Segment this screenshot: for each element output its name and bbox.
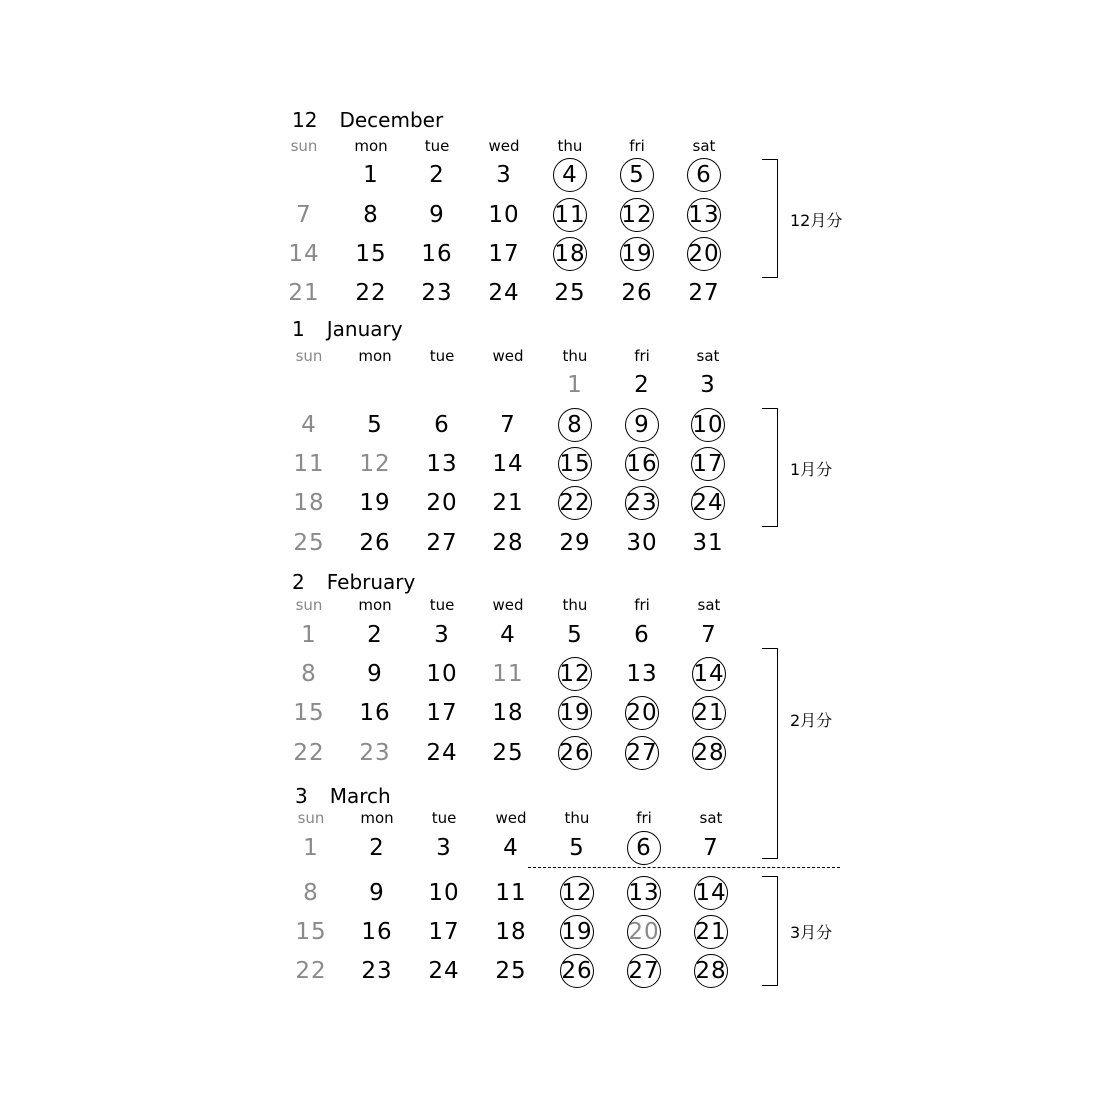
day-cell-january-11[interactable]: 11 <box>293 451 325 477</box>
day-circle-mark <box>558 447 592 481</box>
day-cell-january-29[interactable]: 29 <box>559 530 591 556</box>
day-cell-january-24[interactable]: 24 <box>692 490 724 516</box>
day-cell-december-12[interactable]: 12 <box>621 202 653 228</box>
day-cell-january-31[interactable]: 31 <box>692 530 724 556</box>
weekday-label-fri: fri <box>636 809 652 827</box>
day-cell-march-19[interactable]: 19 <box>561 919 593 945</box>
day-cell-march-2[interactable]: 2 <box>369 835 385 861</box>
day-cell-march-25[interactable]: 25 <box>495 958 527 984</box>
day-circle-mark <box>560 876 594 910</box>
day-cell-march-27[interactable]: 27 <box>628 958 660 984</box>
weekday-label-sat: sat <box>697 596 721 614</box>
weekday-label-sat: sat <box>692 137 716 155</box>
day-cell-december-27[interactable]: 27 <box>688 280 720 306</box>
day-circle-mark <box>692 657 726 691</box>
day-cell-march-28[interactable]: 28 <box>695 958 727 984</box>
day-cell-january-23[interactable]: 23 <box>626 490 658 516</box>
weekday-label-thu: thu <box>557 137 583 155</box>
day-cell-march-23[interactable]: 23 <box>361 958 393 984</box>
day-circle-mark <box>625 696 659 730</box>
day-cell-december-16[interactable]: 16 <box>421 241 453 267</box>
day-cell-march-18[interactable]: 18 <box>495 919 527 945</box>
day-cell-february-28[interactable]: 28 <box>693 740 725 766</box>
day-cell-january-22[interactable]: 22 <box>559 490 591 516</box>
day-cell-december-4[interactable]: 4 <box>562 162 578 188</box>
day-circle-mark <box>694 876 728 910</box>
weekday-label-sat: sat <box>699 809 723 827</box>
day-cell-march-1[interactable]: 1 <box>303 835 319 861</box>
day-cell-december-11[interactable]: 11 <box>554 202 586 228</box>
day-cell-february-16[interactable]: 16 <box>359 700 391 726</box>
weekday-label-mon: mon <box>358 596 392 614</box>
weekday-label-sat: sat <box>696 347 720 365</box>
day-cell-february-23[interactable]: 23 <box>359 740 391 766</box>
month-title-december <box>292 108 443 132</box>
day-cell-march-7[interactable]: 7 <box>703 835 719 861</box>
month-name: February <box>326 570 416 594</box>
day-cell-december-6[interactable]: 6 <box>696 162 712 188</box>
day-circle-mark <box>625 447 659 481</box>
day-circle-mark <box>694 915 728 949</box>
day-cell-january-17[interactable]: 17 <box>692 451 724 477</box>
day-cell-march-10[interactable]: 10 <box>428 880 460 906</box>
weekday-label-wed: wed <box>495 809 527 827</box>
day-circle-mark <box>687 198 721 232</box>
day-cell-february-21[interactable]: 21 <box>693 700 725 726</box>
day-cell-january-4[interactable]: 4 <box>301 412 317 438</box>
day-circle-mark <box>560 954 594 988</box>
day-cell-february-5[interactable]: 5 <box>567 622 583 648</box>
day-cell-march-13[interactable]: 13 <box>628 880 660 906</box>
day-cell-december-7[interactable]: 7 <box>296 202 312 228</box>
day-cell-january-7[interactable]: 7 <box>500 412 516 438</box>
weekday-label-thu: thu <box>562 347 588 365</box>
day-cell-january-30[interactable]: 30 <box>626 530 658 556</box>
weekday-label-mon: mon <box>358 347 392 365</box>
day-circle-mark <box>627 831 661 865</box>
day-cell-december-3[interactable]: 3 <box>496 162 512 188</box>
day-circle-mark <box>558 696 592 730</box>
weekday-label-tue: tue <box>431 809 457 827</box>
day-cell-january-26[interactable]: 26 <box>359 530 391 556</box>
day-cell-january-12[interactable]: 12 <box>359 451 391 477</box>
day-cell-march-16[interactable]: 16 <box>361 919 393 945</box>
day-cell-march-24[interactable]: 24 <box>428 958 460 984</box>
day-circle-mark <box>627 876 661 910</box>
day-circle-mark <box>694 954 728 988</box>
day-circle-mark <box>620 198 654 232</box>
day-cell-january-3[interactable]: 3 <box>700 372 716 398</box>
day-circle-mark <box>687 237 721 271</box>
day-cell-december-2[interactable]: 2 <box>429 162 445 188</box>
day-cell-december-23[interactable]: 23 <box>421 280 453 306</box>
day-cell-february-17[interactable]: 17 <box>426 700 458 726</box>
weekday-label-thu: thu <box>562 596 588 614</box>
day-cell-december-18[interactable]: 18 <box>554 241 586 267</box>
day-cell-february-1[interactable]: 1 <box>301 622 317 648</box>
day-cell-march-14[interactable]: 14 <box>695 880 727 906</box>
month-number: 3 <box>295 784 308 808</box>
weekday-label-wed: wed <box>488 137 520 155</box>
day-cell-february-13[interactable]: 13 <box>626 661 658 687</box>
day-cell-december-20[interactable]: 20 <box>688 241 720 267</box>
day-cell-january-25[interactable]: 25 <box>293 530 325 556</box>
weekday-label-fri: fri <box>629 137 645 155</box>
day-circle-mark <box>553 198 587 232</box>
day-cell-january-18[interactable]: 18 <box>293 490 325 516</box>
day-circle-mark <box>692 696 726 730</box>
day-cell-march-17[interactable]: 17 <box>428 919 460 945</box>
day-circle-mark <box>627 915 661 949</box>
day-cell-january-9[interactable]: 9 <box>634 412 650 438</box>
day-cell-february-6[interactable]: 6 <box>634 622 650 648</box>
day-cell-january-8[interactable]: 8 <box>567 412 583 438</box>
month-title-march <box>295 784 391 808</box>
day-cell-december-10[interactable]: 10 <box>488 202 520 228</box>
day-cell-february-7[interactable]: 7 <box>701 622 717 648</box>
day-circle-mark <box>558 736 592 770</box>
day-circle-mark <box>558 486 592 520</box>
day-cell-december-26[interactable]: 26 <box>621 280 653 306</box>
day-circle-mark <box>687 158 721 192</box>
day-cell-january-2[interactable]: 2 <box>634 372 650 398</box>
day-cell-february-26[interactable]: 26 <box>559 740 591 766</box>
day-circle-mark <box>553 237 587 271</box>
day-circle-mark <box>691 408 725 442</box>
day-circle-mark <box>558 408 592 442</box>
day-cell-february-15[interactable]: 15 <box>293 700 325 726</box>
day-cell-february-3[interactable]: 3 <box>434 622 450 648</box>
weekday-label-sun: sun <box>290 137 318 155</box>
period-label-january: 1月分 <box>790 460 833 479</box>
day-cell-february-20[interactable]: 20 <box>626 700 658 726</box>
day-circle-mark <box>553 158 587 192</box>
day-cell-march-3[interactable]: 3 <box>436 835 452 861</box>
day-cell-march-8[interactable]: 8 <box>303 880 319 906</box>
day-circle-mark <box>627 954 661 988</box>
day-cell-february-10[interactable]: 10 <box>426 661 458 687</box>
day-cell-february-9[interactable]: 9 <box>367 661 383 687</box>
weekday-label-sun: sun <box>295 596 323 614</box>
day-cell-december-19[interactable]: 19 <box>621 241 653 267</box>
month-number: 1 <box>292 317 305 341</box>
day-cell-january-28[interactable]: 28 <box>492 530 524 556</box>
day-cell-february-22[interactable]: 22 <box>293 740 325 766</box>
weekday-label-tue: tue <box>429 347 455 365</box>
day-cell-january-1[interactable]: 1 <box>567 372 583 398</box>
day-cell-january-6[interactable]: 6 <box>434 412 450 438</box>
period-label-december: 12月分 <box>790 211 843 230</box>
day-cell-december-13[interactable]: 13 <box>688 202 720 228</box>
weekday-label-fri: fri <box>634 596 650 614</box>
weekday-label-mon: mon <box>354 137 388 155</box>
weekday-label-tue: tue <box>429 596 455 614</box>
month-number: 2 <box>292 570 305 594</box>
day-circle-mark <box>691 447 725 481</box>
day-cell-february-8[interactable]: 8 <box>301 661 317 687</box>
weekday-label-fri: fri <box>634 347 650 365</box>
day-cell-february-11[interactable]: 11 <box>492 661 524 687</box>
period-bracket-march <box>762 876 778 986</box>
day-cell-march-6[interactable]: 6 <box>636 835 652 861</box>
weekday-label-thu: thu <box>564 809 590 827</box>
period-bracket-february <box>762 648 778 859</box>
day-circle-mark <box>625 736 659 770</box>
day-cell-march-15[interactable]: 15 <box>295 919 327 945</box>
day-cell-march-5[interactable]: 5 <box>569 835 585 861</box>
day-cell-january-14[interactable]: 14 <box>492 451 524 477</box>
day-circle-mark <box>620 158 654 192</box>
day-circle-mark <box>692 736 726 770</box>
day-cell-december-5[interactable]: 5 <box>629 162 645 188</box>
day-cell-march-11[interactable]: 11 <box>495 880 527 906</box>
day-cell-february-27[interactable]: 27 <box>626 740 658 766</box>
day-cell-january-5[interactable]: 5 <box>367 412 383 438</box>
weekday-label-wed: wed <box>492 347 524 365</box>
day-cell-february-19[interactable]: 19 <box>559 700 591 726</box>
day-cell-january-16[interactable]: 16 <box>626 451 658 477</box>
day-cell-december-17[interactable]: 17 <box>488 241 520 267</box>
day-cell-march-4[interactable]: 4 <box>503 835 519 861</box>
day-cell-january-10[interactable]: 10 <box>692 412 724 438</box>
day-cell-march-26[interactable]: 26 <box>561 958 593 984</box>
month-title-january <box>292 317 403 341</box>
day-cell-march-20[interactable]: 20 <box>628 919 660 945</box>
day-cell-january-27[interactable]: 27 <box>426 530 458 556</box>
period-bracket-december <box>762 159 778 278</box>
day-cell-january-19[interactable]: 19 <box>359 490 391 516</box>
month-title-february <box>292 570 415 594</box>
day-cell-january-13[interactable]: 13 <box>426 451 458 477</box>
day-circle-mark <box>560 915 594 949</box>
day-cell-february-25[interactable]: 25 <box>492 740 524 766</box>
day-circle-mark <box>625 486 659 520</box>
day-cell-february-24[interactable]: 24 <box>426 740 458 766</box>
weekday-label-sun: sun <box>295 347 323 365</box>
period-bracket-january <box>762 408 778 527</box>
day-circle-mark <box>620 237 654 271</box>
day-cell-march-12[interactable]: 12 <box>561 880 593 906</box>
weekday-label-sun: sun <box>297 809 325 827</box>
weekday-label-mon: mon <box>360 809 394 827</box>
day-cell-december-8[interactable]: 8 <box>363 202 379 228</box>
weekday-label-tue: tue <box>424 137 450 155</box>
day-cell-march-9[interactable]: 9 <box>369 880 385 906</box>
month-name: March <box>329 784 391 808</box>
month-name: January <box>326 317 403 341</box>
day-cell-january-20[interactable]: 20 <box>426 490 458 516</box>
day-circle-mark <box>691 486 725 520</box>
day-cell-december-9[interactable]: 9 <box>429 202 445 228</box>
weekday-label-wed: wed <box>492 596 524 614</box>
day-cell-december-21[interactable]: 21 <box>288 280 320 306</box>
day-cell-january-21[interactable]: 21 <box>492 490 524 516</box>
day-cell-december-24[interactable]: 24 <box>488 280 520 306</box>
day-cell-december-14[interactable]: 14 <box>288 241 320 267</box>
period-label-march: 3月分 <box>790 923 833 942</box>
month-number: 12 <box>292 108 318 132</box>
period-label-february: 2月分 <box>790 711 833 730</box>
day-cell-december-15[interactable]: 15 <box>355 241 387 267</box>
day-cell-february-4[interactable]: 4 <box>500 622 516 648</box>
month-name: December <box>339 108 444 132</box>
day-circle-mark <box>558 657 592 691</box>
day-cell-february-18[interactable]: 18 <box>492 700 524 726</box>
day-cell-march-21[interactable]: 21 <box>695 919 727 945</box>
day-cell-march-22[interactable]: 22 <box>295 958 327 984</box>
day-cell-february-2[interactable]: 2 <box>367 622 383 648</box>
day-cell-december-1[interactable]: 1 <box>363 162 379 188</box>
day-cell-january-15[interactable]: 15 <box>559 451 591 477</box>
day-cell-december-25[interactable]: 25 <box>554 280 586 306</box>
day-cell-february-14[interactable]: 14 <box>693 661 725 687</box>
day-cell-december-22[interactable]: 22 <box>355 280 387 306</box>
day-cell-february-12[interactable]: 12 <box>559 661 591 687</box>
day-circle-mark <box>625 408 659 442</box>
period-divider-dashed <box>528 867 840 868</box>
